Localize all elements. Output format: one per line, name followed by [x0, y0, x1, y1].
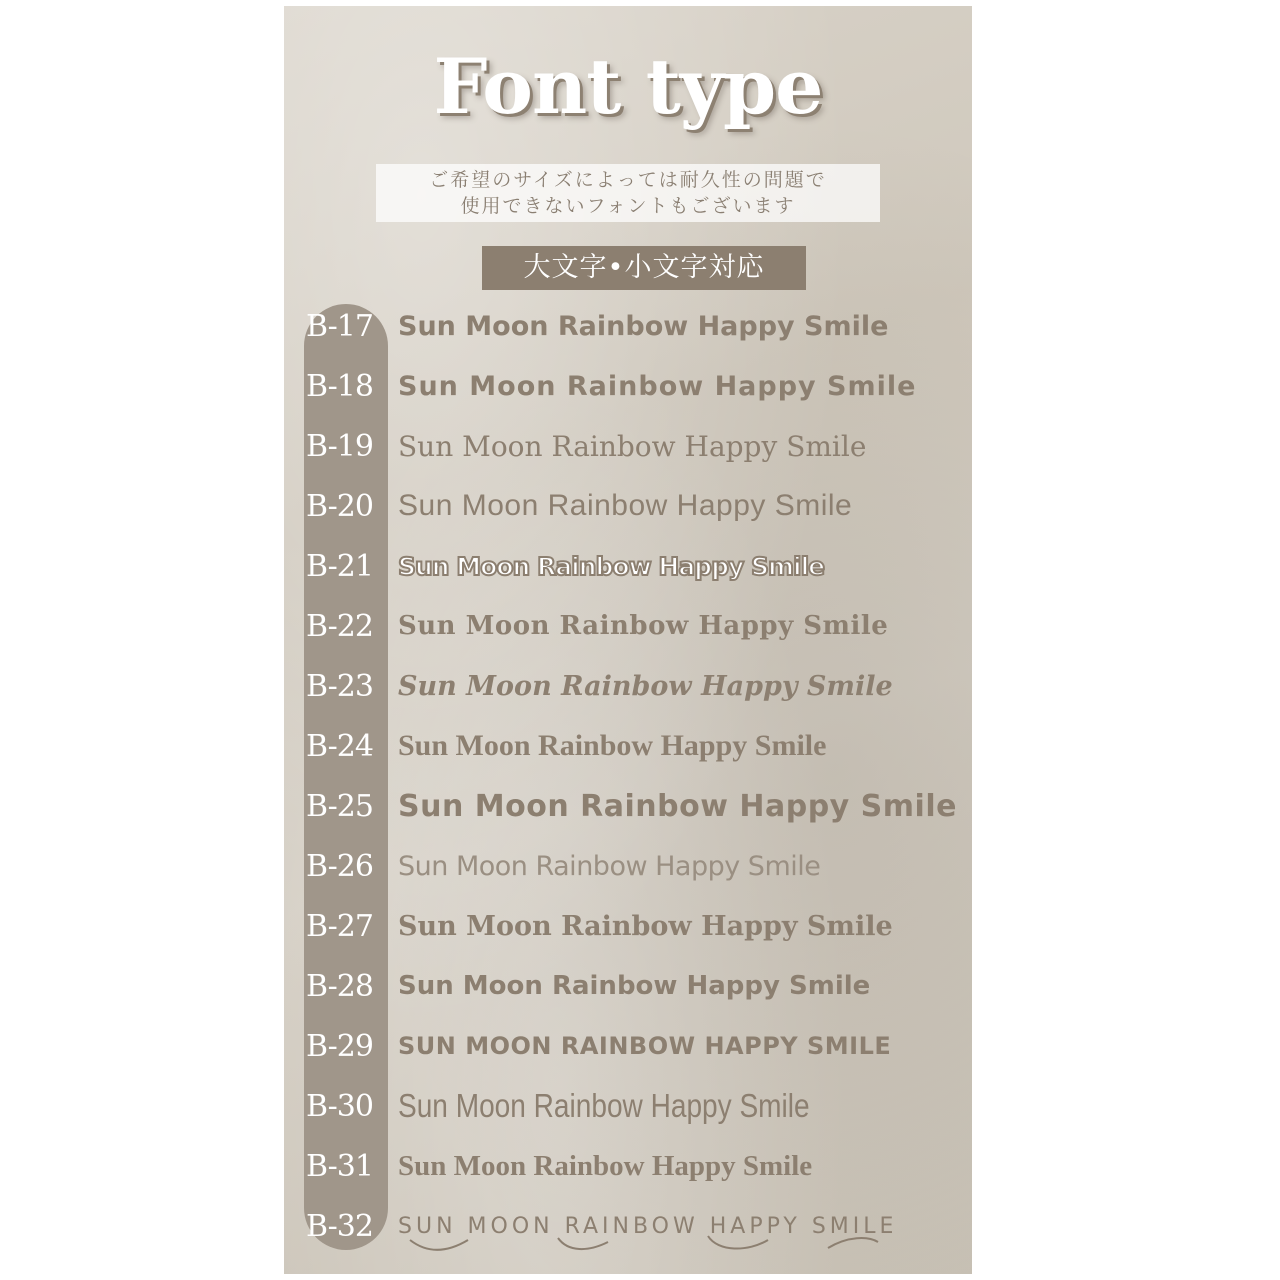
- font-sample: Sun Moon Rainbow Happy Smile: [398, 310, 889, 342]
- font-row-b28: [304, 956, 972, 1016]
- font-row-b21: [304, 536, 972, 596]
- font-sample: SUN MOON RAINBOW HAPPY SMILE: [398, 1032, 892, 1060]
- note-line: ご希望のサイズによっては耐久性の問題で: [429, 169, 827, 191]
- font-row-b24: [304, 716, 972, 776]
- font-code: B-24: [306, 728, 373, 764]
- font-row-b30: [304, 1076, 972, 1136]
- case-support-badge: 大文字•小文字対応: [482, 246, 806, 290]
- font-sample: Sun Moon Rainbow Happy Smile: [398, 670, 893, 702]
- note-line: 使用できないフォントもございます: [460, 195, 796, 217]
- font-sample: Sun Moon Rainbow Happy Smile: [398, 429, 867, 463]
- font-sample: Sun Moon Rainbow Happy Smile: [398, 910, 893, 942]
- font-sample: Sun Moon Rainbow Happy Smile: [398, 850, 821, 882]
- font-code: B-32: [306, 1208, 373, 1244]
- font-code: B-18: [306, 368, 373, 404]
- font-sample: Sun Moon Rainbow Happy Smile: [398, 611, 889, 641]
- font-code: B-31: [306, 1148, 373, 1184]
- font-sample: Sun Moon Rainbow Happy Smile: [398, 971, 871, 1001]
- durability-note: [376, 164, 880, 222]
- font-row-b27: [304, 896, 972, 956]
- font-code: B-21: [306, 548, 373, 584]
- font-sample: Sun Moon Rainbow Happy Smile: [398, 788, 957, 824]
- font-row-b23: [304, 656, 972, 716]
- font-sample: Sun Moon Rainbow Happy Smile: [398, 370, 917, 402]
- font-sample: Sun Moon Rainbow Happy Smile: [398, 551, 825, 581]
- font-code: B-22: [306, 608, 373, 644]
- font-row-b17: [304, 296, 972, 356]
- font-sample: Sun Moon Rainbow Happy Smile: [398, 729, 827, 762]
- font-row-b18: [304, 356, 972, 416]
- font-row-b25: [304, 776, 972, 836]
- font-row-b31: [304, 1136, 972, 1196]
- font-row-b32: [304, 1196, 972, 1256]
- font-row-b29: [304, 1016, 972, 1076]
- font-code: B-30: [306, 1088, 373, 1124]
- font-row-b26: [304, 836, 972, 896]
- font-code: B-26: [306, 848, 373, 884]
- font-sample: SUN MOON RAINBOW HAPPY SMILE: [398, 1213, 898, 1239]
- font-type-card: [284, 6, 972, 1274]
- font-sample: Sun Moon Rainbow Happy Smile: [398, 1149, 813, 1182]
- font-code: B-25: [306, 788, 373, 824]
- font-code: B-29: [306, 1028, 373, 1064]
- font-code: B-27: [306, 908, 373, 944]
- font-row-b19: [304, 416, 972, 476]
- font-list: [304, 296, 972, 1256]
- font-code: B-17: [306, 308, 373, 344]
- font-code: B-19: [306, 428, 373, 464]
- font-code: B-23: [306, 668, 373, 704]
- font-code: B-28: [306, 968, 373, 1004]
- font-row-b22: [304, 596, 972, 656]
- page-title: Font type: [433, 42, 823, 131]
- font-sample: Sun Moon Rainbow Happy Smile: [398, 1087, 810, 1124]
- font-sample: Sun Moon Rainbow Happy Smile: [398, 489, 853, 522]
- font-row-b20: [304, 476, 972, 536]
- font-code: B-20: [306, 488, 373, 524]
